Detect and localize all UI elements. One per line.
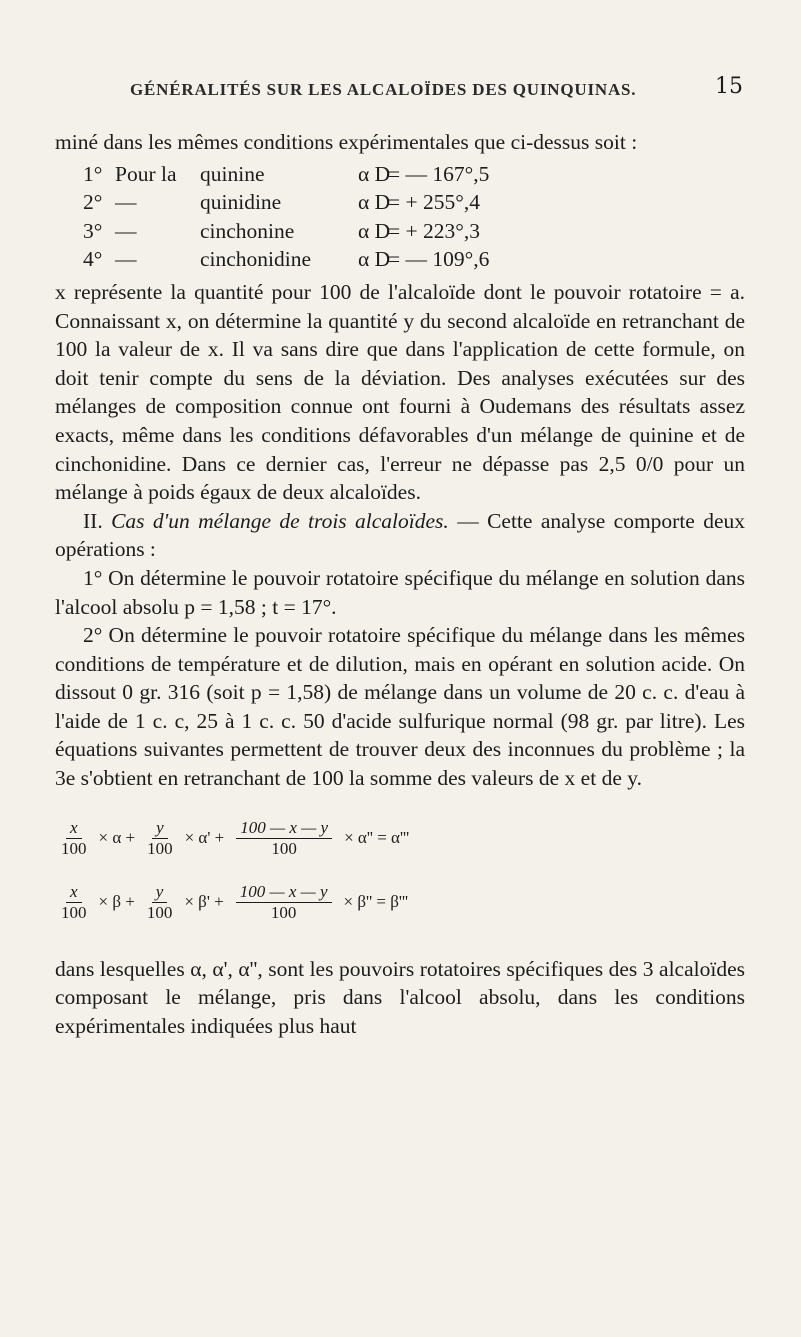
operator-term: × α + xyxy=(98,828,136,848)
rotation-row xyxy=(55,160,745,189)
section-number: II. xyxy=(83,508,103,533)
equation xyxy=(55,871,745,935)
operator-term: × β + xyxy=(98,892,135,912)
operator-term: × β' + xyxy=(184,892,224,912)
numerator: y xyxy=(152,818,168,839)
row-pour: — xyxy=(115,190,137,215)
rotation-row xyxy=(55,188,745,217)
alkaloid-name: cinchonine xyxy=(200,218,295,243)
row-pour: — xyxy=(115,247,137,272)
alpha-symbol: α D xyxy=(358,247,391,272)
rotation-row xyxy=(55,245,745,274)
fraction xyxy=(236,818,332,859)
row-number: 3° xyxy=(83,218,103,243)
rotation-value: = — 167°,5 xyxy=(388,161,490,186)
alkaloid-name: cinchonidine xyxy=(200,247,312,272)
row-pour: Pour la xyxy=(115,161,177,186)
row-number: 1° xyxy=(83,161,103,186)
page-number: 15 xyxy=(715,74,743,99)
row-number: 4° xyxy=(83,247,103,272)
operator-term: × β'' = β''' xyxy=(343,892,409,912)
row-number: 2° xyxy=(83,190,103,215)
section-intro: — Cette analyse comporte deux opérations : xyxy=(55,508,746,562)
alpha-symbol: α D xyxy=(358,190,391,215)
alkaloid-name: quinidine xyxy=(200,190,282,215)
alpha-symbol: α D xyxy=(358,218,391,243)
alkaloid-name: quinine xyxy=(200,161,265,186)
section-title: Cas d'un mélange de trois alcaloïdes. xyxy=(111,508,449,533)
denominator: 100 xyxy=(146,903,173,923)
fraction xyxy=(147,818,173,859)
fraction xyxy=(236,882,332,923)
section-heading xyxy=(55,507,745,564)
numerator: 100 — x — y xyxy=(236,818,332,839)
denominator: 100 xyxy=(61,903,87,923)
rotation-value: = — 109°,6 xyxy=(388,247,490,272)
denominator: 100 xyxy=(270,903,297,923)
paragraph-final: dans lesquelles α, α', α'', sont les pouvoirs rotatoires spécifiques des 3 alcaloïdes composant le mélange, pris dans l'alcool absolu, dans les conditions expérimentales indiquées plus haut xyxy=(55,956,745,1038)
page-body xyxy=(55,128,745,1040)
paragraph-x-definition: x représente la quantité pour 100 de l'alcaloïde dont le pouvoir rotatoire = a. Connaissant x, on détermine la quantité y du second alcaloïde en retranchant de 100 la valeur de x. Il va sans dire que dans l'application de cette formule, on doit tenir compte du sens de la déviation. Des analyses exécutées sur des mélanges de composition connue ont fourni à Oudemans des résultats assez exacts, même dans les conditions défavorables d'un mélange de quinine et de cinchonidine. Dans ce dernier cas, l'erreur ne dépasse pas 2,5 0/0 pour un mélange à poids égaux de deux alcaloïdes. xyxy=(55,279,745,505)
fraction xyxy=(61,818,87,859)
equations xyxy=(55,807,745,935)
numerator: 100 — x — y xyxy=(236,882,332,903)
operator-term: × α' + xyxy=(184,828,225,848)
denominator: 100 xyxy=(271,839,297,859)
numerator: x xyxy=(66,882,82,903)
rotation-value: = + 223°,3 xyxy=(388,218,480,243)
fraction xyxy=(61,882,87,923)
step-2: 2° On détermine le pouvoir rotatoire spécifique du mélange dans les mêmes conditions de température et de dilution, mais en opérant en solution acide. On dissout 0 gr. 316 (soit p = 1,58) de mélange dans un volume de 20 c. c. d'eau à l'aide de 1 c. c, 25 à 1 c. c. 50 d'acide sulfurique normal (98 gr. par litre). Les équations suivantes permettent de trouver deux des inconnues du problème ; la 3e s'obtient en retranchant de 100 la somme des valeurs de x et de y. xyxy=(55,623,745,791)
fraction xyxy=(147,882,173,923)
denominator: 100 xyxy=(147,839,173,859)
denominator: 100 xyxy=(61,839,87,859)
running-head: GÉNÉRALITÉS SUR LES ALCALOÏDES DES QUINQUINAS. xyxy=(130,80,637,99)
page-header xyxy=(0,74,801,120)
operator-term: × α'' = α''' xyxy=(344,828,410,848)
row-pour: — xyxy=(115,218,137,243)
paragraph-intro: miné dans les mêmes conditions expérimentales que ci-dessus soit : xyxy=(55,130,638,154)
step-1: 1° On détermine le pouvoir rotatoire spécifique du mélange en solution dans l'alcool absolu p = 1,58 ; t = 17°. xyxy=(55,565,745,619)
numerator: y xyxy=(152,882,168,903)
rotation-value: = + 255°,4 xyxy=(388,190,480,215)
rotation-row xyxy=(55,217,745,246)
rotation-table xyxy=(55,160,745,274)
numerator: x xyxy=(66,818,82,839)
alpha-symbol: α D xyxy=(358,161,391,186)
equation xyxy=(55,807,745,871)
